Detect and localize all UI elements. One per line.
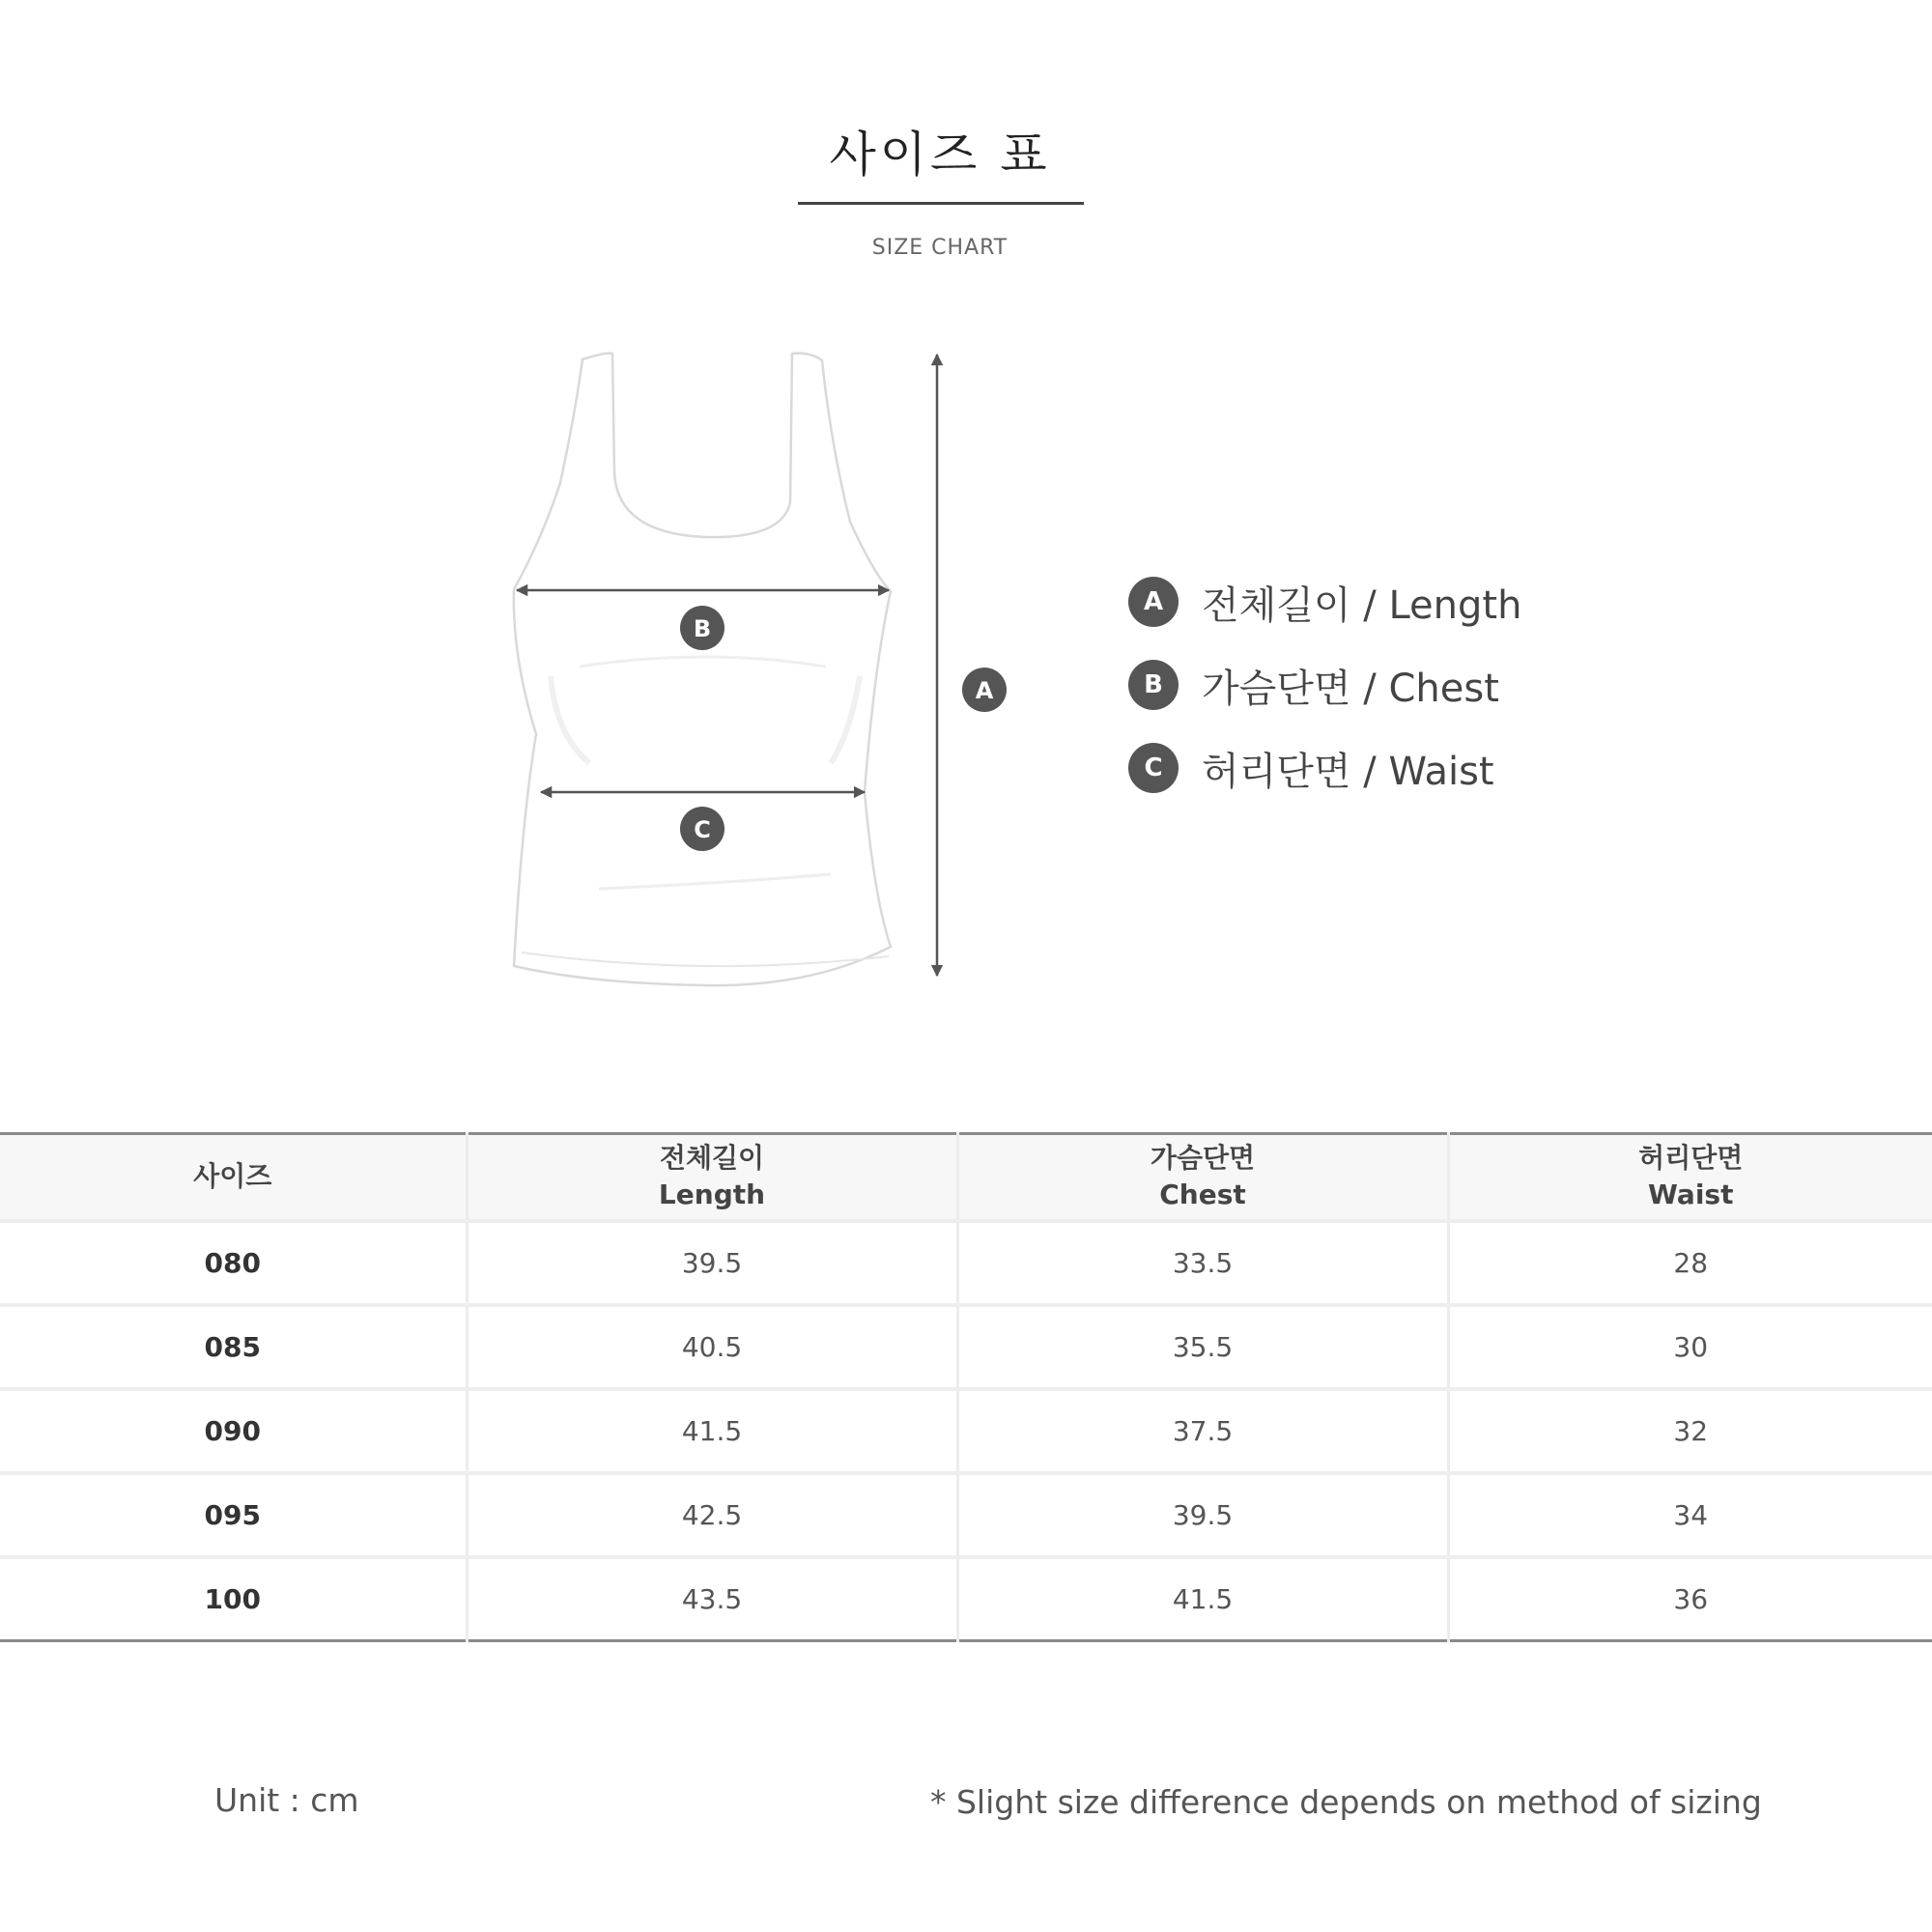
table-row — [0, 1305, 1932, 1389]
table-row — [0, 1557, 1932, 1641]
legend-label: 전체길이 / Length — [1202, 582, 1522, 628]
chest-cell: 33.5 — [957, 1221, 1448, 1305]
header-waist-ko: 허리단면 — [1638, 1142, 1744, 1175]
table-row — [0, 1221, 1932, 1305]
legend-badge: B — [1128, 660, 1179, 710]
length-cell: 43.5 — [467, 1557, 957, 1641]
legend-item-length — [1128, 560, 1521, 643]
page-title: 사이즈 표 — [829, 127, 1051, 183]
chest-cell: 41.5 — [957, 1557, 1448, 1641]
waist-cell: 36 — [1448, 1557, 1932, 1641]
size-cell: 095 — [0, 1473, 467, 1557]
header-chest — [957, 1134, 1448, 1221]
waist-cell: 34 — [1448, 1473, 1932, 1557]
table-row — [0, 1473, 1932, 1557]
header-length-en: Length — [658, 1179, 766, 1211]
badge-chest-label: B — [693, 615, 712, 642]
table-row — [0, 1389, 1932, 1473]
chest-cell: 35.5 — [957, 1305, 1448, 1389]
header-chest-ko: 가슴단면 — [1150, 1142, 1256, 1175]
length-cell: 39.5 — [467, 1221, 957, 1305]
size-cell: 085 — [0, 1305, 467, 1389]
unit-label: Unit : cm — [214, 1781, 359, 1819]
chest-cell: 39.5 — [957, 1473, 1448, 1557]
waist-cell: 30 — [1448, 1305, 1932, 1389]
header-waist-en: Waist — [1648, 1179, 1734, 1211]
badge-waist-label: C — [694, 816, 711, 843]
header-size — [0, 1134, 467, 1221]
legend-badge: C — [1128, 743, 1179, 793]
tank-top-outline — [514, 354, 891, 985]
header-waist — [1448, 1134, 1932, 1221]
length-cell: 42.5 — [467, 1473, 957, 1557]
chest-cell: 37.5 — [957, 1389, 1448, 1473]
length-cell: 40.5 — [467, 1305, 957, 1389]
waist-cell: 28 — [1448, 1221, 1932, 1305]
header-length-ko: 전체길이 — [659, 1142, 765, 1175]
legend-label: 가슴단면 / Chest — [1202, 666, 1499, 711]
header-chest-en: Chest — [1159, 1179, 1246, 1211]
size-cell: 080 — [0, 1221, 467, 1305]
header-length — [467, 1134, 957, 1221]
table-header-row — [0, 1134, 1932, 1221]
page-subtitle: SIZE CHART — [871, 236, 1009, 260]
sizing-note: * Slight size difference depends on method of sizing — [930, 1783, 1762, 1821]
waist-cell: 32 — [1448, 1389, 1932, 1473]
legend-label: 허리단면 / Waist — [1202, 749, 1494, 794]
measurement-legend — [1128, 560, 1521, 810]
badge-length-label: A — [975, 677, 994, 704]
legend-badge: A — [1128, 577, 1179, 627]
header-size-ko: 사이즈 — [193, 1160, 272, 1193]
badge-chest — [680, 606, 724, 650]
size-table — [0, 1132, 1932, 1642]
size-cell: 090 — [0, 1389, 467, 1473]
legend-item-chest — [1128, 643, 1521, 726]
badge-waist — [680, 807, 724, 851]
size-cell: 100 — [0, 1557, 467, 1641]
legend-item-waist — [1128, 726, 1521, 810]
length-cell: 41.5 — [467, 1389, 957, 1473]
badge-length — [962, 668, 1007, 712]
